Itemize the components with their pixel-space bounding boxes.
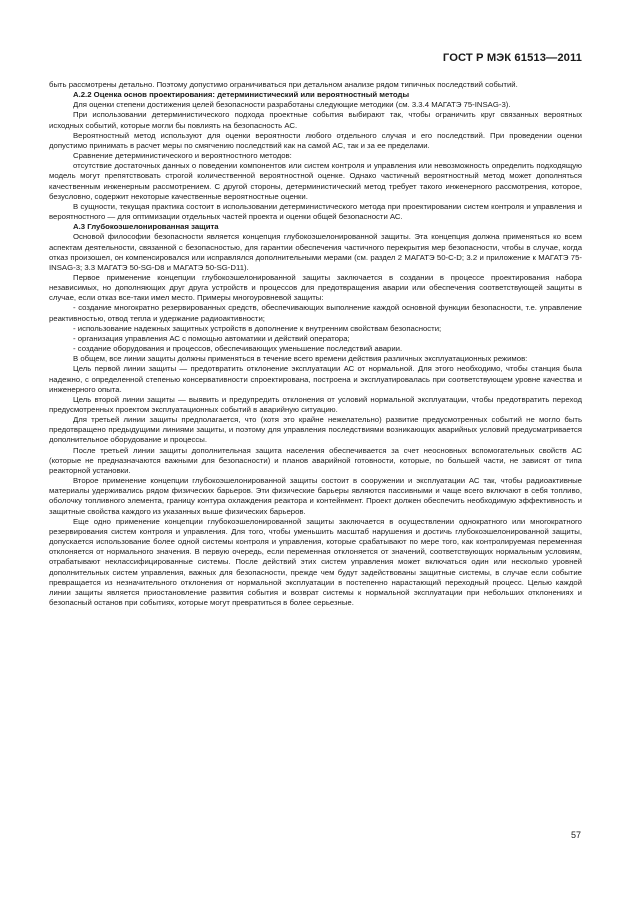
list-item: - организация управления АС с помощью автоматики и действий оператора; <box>73 333 350 343</box>
list-item: - создание многократно резервированных средств, обеспечивающих выполнение каждой основной функции безопасности, т.е. управление реактивностью, отвод тепла и удержание радиоактивности; <box>49 303 582 323</box>
list-item: - создание оборудования и процессов, обеспечивающих уменьшение последствий аварии. <box>73 344 403 354</box>
paragraph: В общем, все линии защиты должны применяться в течение всего времени действия различных эксплуатационных режимов: <box>73 354 528 364</box>
page-number: 57 <box>570 830 581 840</box>
paragraph: отсутствие достаточных данных о поведении компонентов или систем контроля и управления или невозможность определить подходящую модель могут препятствовать строгой количественной вероятностной оценке. Однако частичный вероятностный метод может дополняться качественным инженерным рассмотрением. С другой стороны, детерминистический метод требует такого инженерного рассмотрения, которое, безусловно, содержит некоторые качественные вероятностные оценки. <box>49 161 582 201</box>
page-header-standard: ГОСТ Р МЭК 61513—2011 <box>442 52 582 64</box>
document-body <box>49 80 582 608</box>
paragraph: При использовании детерминистического подхода проектные события выбирают так, чтобы ограничить круг связанных вероятных исходных событий, которые могли бы повлиять на безопасность АС. <box>49 110 582 130</box>
paragraph: Второе применение концепции глубокоэшелонированной защиты состоит в сооружении и эксплуатации АС так, чтобы радиоактивные материалы удерживались рядом физических барьеров. Эти физические барьеры являются пассивными и чаще всего включают в себя топливо, оболочку топливного элемента, границу контура охлаждения реактора и контейнмент. Проект должен обеспечить необходимую эффективность и защитные свойства каждого из указанных выше физических барьеров. <box>49 476 582 516</box>
paragraph: После третьей линии защиты дополнительная защита населения обеспечивается за счет неосновных вспомогательных свойств АС (которые не предназначаются важными для безопасности) и планов аварийной готовности, которые, по большей части, не зависят от типа реакторной установки. <box>49 445 582 475</box>
paragraph: Цель второй линии защиты — выявить и предупредить отклонения от условий нормальной эксплуатации, чтобы предотвратить переход предусмотренных проектом эксплуатационных событий в аварийную ситуацию. <box>49 394 582 414</box>
paragraph: Цель первой линии защиты — предотвратить отклонение эксплуатации АС от нормальной. Для этого необходимо, чтобы станция была надежно, с определенной степенью консервативности спроектирована, построена и эксплуатировалась при соответствующем уровне качества и инженерного опыта. <box>49 364 582 394</box>
paragraph: Еще одно применение концепции глубокоэшелонированной защиты заключается в осуществлении однократного или многократного резервирования систем контроля и управления. Для того, чтобы уменьшить масштаб нарушения и достичь глубокоэшелонированной защиты, допускается использование более одной системы контроля и управления, которые срабатывают по мере того, как контролируемая переменная отклоняется от нормального значения. В первую очередь, если переменная отклоняется от значений, соответствующих нормальным условиям, отрабатывают неклассифицированные системы. После действий этих систем управления может включаться один или несколько уровней дополнительных систем управления, важных для безопасности, прежде чем будут задействованы защитные системы, в случае если событие превращается из незначительного отклонения от нормальной эксплуатации в постепенно нарастающий переходный процесс. Целью каждой линии защиты является приостановление развития события и возврат системы к нормальной эксплуатации при небольших отклонениях и безопасный останов при событиях, которые могут превратиться в более серьезные. <box>49 516 582 607</box>
paragraph: Вероятностный метод используют для оценки вероятности любого отдельного случая и его последствий. При проведении оценки допустимо принимать в расчет меры по смягчению последствий как на самой АС, так и за ее пределами. <box>49 130 582 150</box>
paragraph: Сравнение детерминистического и вероятностного методов: <box>73 151 292 161</box>
paragraph: Основой философии безопасности является концепция глубокоэшелонированной защиты. Эта концепция должна применяться ко всем аспектам деятельности, связанной с безопасностью, для гарантии обеспечения частичного перекрытия мер безопасности, чтобы в случае, когда отказ произошел, он компенсировался или исправлялся дополнительными мерами (см. раздел 2 МАГАТЭ 50-С-D; 3.2 и приложение к МАГАТЭ 75-INSAG-3; 3.3 МАГАТЭ 50-SG-D8 и МАГАТЭ 50-SG-D11). <box>49 232 582 272</box>
paragraph: быть рассмотрены детально. Поэтому допустимо ограничиваться при детальном анализе рядом типичных последствий событий. <box>49 80 518 89</box>
paragraph: Для оценки степени достижения целей безопасности разработаны следующие методики (см. 3.3.4 МАГАТЭ 75-INSAG-3). <box>73 100 511 110</box>
section-heading-a22: А.2.2 Оценка основ проектирования: детерминистический или вероятностный методы <box>73 90 410 100</box>
list-item: - использование надежных защитных устройств в дополнение к внутренним свойствам безопасности; <box>73 323 442 333</box>
paragraph: Для третьей линии защиты предполагается, что (хотя это крайне нежелательно) развитие предусмотренных событий не могло быть предотвращено предыдущими линиями защиты, и поэтому для управления последствиями возникающих аварийных условий предусматривается дополнительное оборудование и процессы. <box>49 415 582 445</box>
paragraph: Первое применение концепции глубокоэшелонированной защиты заключается в создании в процессе проектирования набора независимых, но дополняющих друг друга устройств и процессов для предотвращения аварии или обеспечения соответствующей защиты в случае, если отказ все-таки имел место. Примеры многоуровневой защиты: <box>49 272 582 303</box>
section-heading-a3: А.3 Глубокоэшелонированная защита <box>73 222 219 232</box>
paragraph: В сущности, текущая практика состоит в использовании детерминистического метода при проектировании систем контроля и управления и вероятностного — для оптимизации отдельных частей проекта и оценки общей безопасности АС. <box>49 201 582 222</box>
